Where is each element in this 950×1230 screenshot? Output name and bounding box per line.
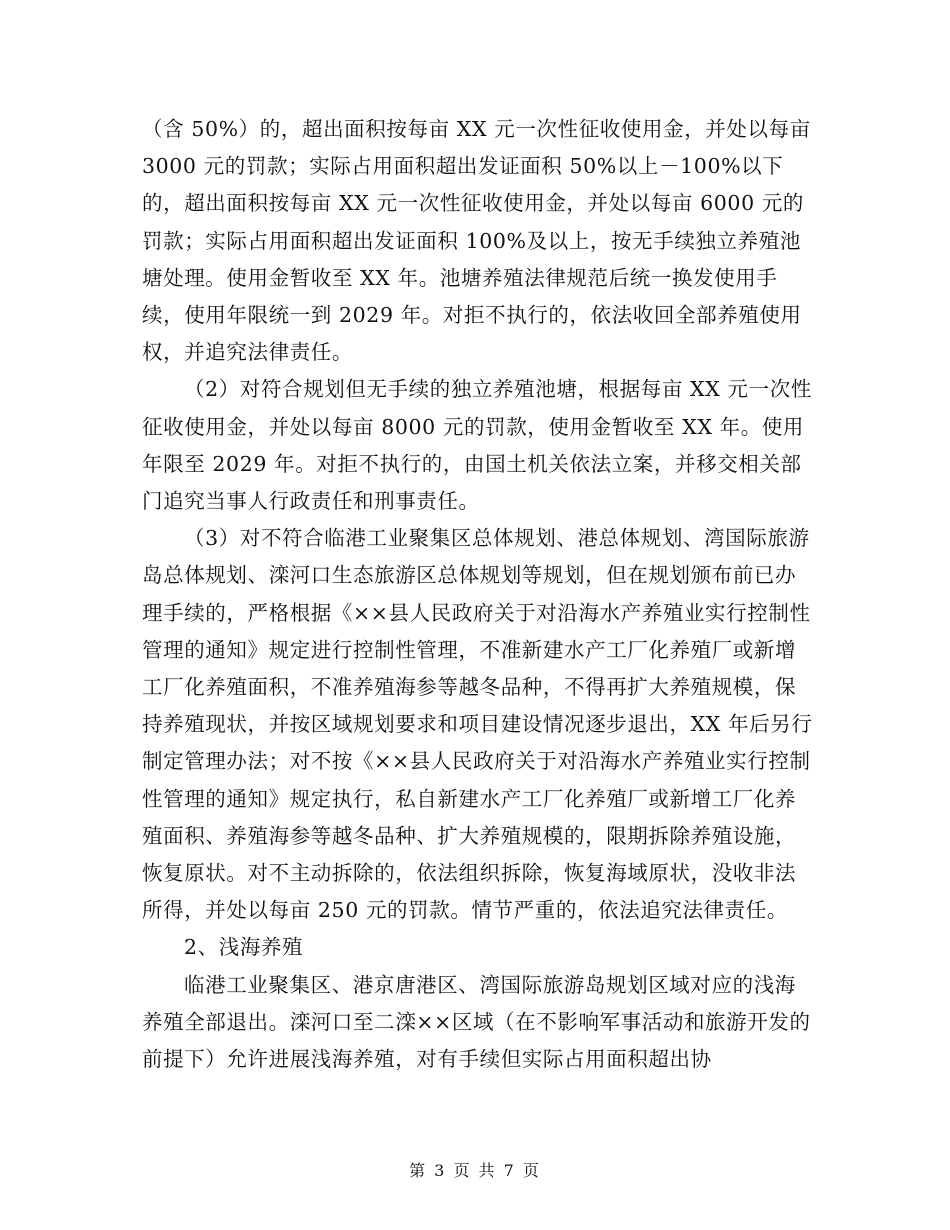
body-text <box>142 111 814 1078</box>
paragraph-item-3: （3）对不符合临港工业聚集区总体规划、港总体规划、湾国际旅游岛总体规划、滦河口生态旅游区总体规划等规划，但在规划颁布前已办理手续的，严格根据《××县人民政府关于对沿海水产养殖业实行控制性管理的通知》规定进行控制性管理，不准新建水产工厂化养殖厂或新增工厂化养殖面积，不准养殖海参等越冬品种，不得再扩大养殖规模，保持养殖现状，并按区域规划要求和项目建设情况逐步退出，XX 年后另行制定管理办法；对不按《××县人民政府关于对沿海水产养殖业实行控制性管理的通知》规定执行，私自新建水产工厂化养殖厂或新增工厂化养殖面积、养殖海参等越冬品种、扩大养殖规模的，限期拆除养殖设施，恢复原状。对不主动拆除的，依法组织拆除，恢复海域原状，没收非法所得，并处以每亩 250 元的罚款。情节严重的，依法追究法律责任。 <box>142 526 813 923</box>
paragraph-item-2: （2）对符合规划但无手续的独立养殖池塘，根据每亩 XX 元一次性征收使用金，并处以每亩 8000 元的罚款，使用金暂收至 XX 年。使用年限至 2029 年。对拒不执行的，由国土机关依法立案，并移交相关部门追究当事人行政责任和刑事责任。 <box>142 377 812 514</box>
paragraph-shallow-sea: 临港工业聚集区、港京唐港区、湾国际旅游岛规划区域对应的浅海养殖全部退出。滦河口至二滦××区域（在不影响军事活动和旅游开发的前提下）允许进展浅海养殖，对有手续但实际占用面积超出协 <box>142 972 811 1072</box>
paragraph-continued: （含 50%）的，超出面积按每亩 XX 元一次性征收使用金，并处以每亩3000 元的罚款；实际占用面积超出发证面积 50%以上－100%以下的，超出面积按每亩 XX 元一次性征收使用金，并处以每亩 6000 元的罚款；实际占用面积超出发证面积 100%及以上，按无手续独立养殖池塘处理。使用金暂收至 XX 年。池塘养殖法律规范后统一换发使用手续，使用年限统一到 2029 年。对拒不执行的，依法收回全部养殖使用权，并追究法律责任。 <box>142 117 811 365</box>
section-heading: 2、浅海养殖 <box>184 935 304 960</box>
page-footer: 第 3 页 共 7 页 <box>409 1161 541 1180</box>
